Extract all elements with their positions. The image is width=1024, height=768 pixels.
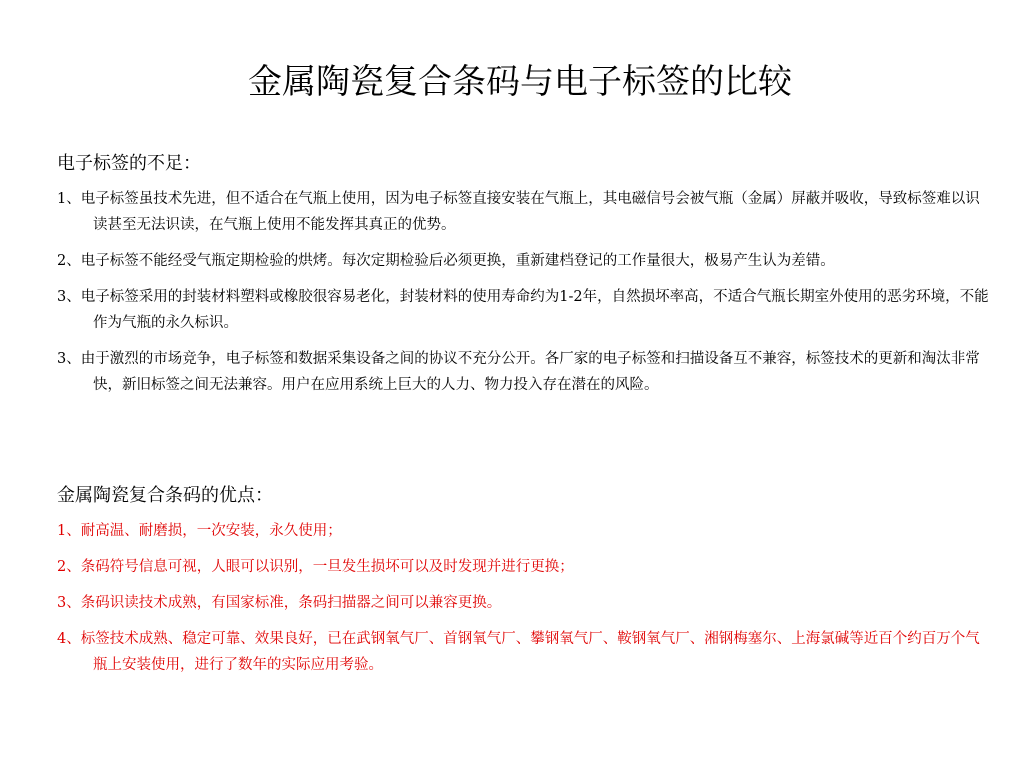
drawback-item-4: 3、由于激烈的市场竞争，电子标签和数据采集设备之间的协议不充分公开。各厂家的电子标签和扫描设备互不兼容，标签技术的更新和淘汰非常快，新旧标签之间无法兼容。用户在应用系统上巨大的人力、物力投入存在潜在的风险。 <box>57 351 980 393</box>
drawback-item-1: 1、电子标签虽技术先进，但不适合在气瓶上使用，因为电子标签直接安装在气瓶上，其电磁信号会被气瓶（金属）屏蔽并吸收，导致标签难以识读甚至无法识读，在气瓶上使用不能发挥其真正的优势。 <box>57 191 980 233</box>
advantages-heading: 金属陶瓷复合条码的优点： <box>57 485 273 506</box>
advantages-section <box>57 484 992 688</box>
advantage-item-3: 3、条码识读技术成熟，有国家标准，条码扫描器之间可以兼容更换。 <box>57 595 502 611</box>
page-title: 金属陶瓷复合条码与电子标签的比较 <box>248 62 792 102</box>
advantage-item-1: 1、耐高温、耐磨损，一次安装，永久使用； <box>57 523 342 539</box>
drawback-item-2: 2、电子标签不能经受气瓶定期检验的烘烤。每次定期检验后必须更换，重新建档登记的工作量很大，极易产生认为差错。 <box>57 253 835 269</box>
drawbacks-section <box>57 152 992 408</box>
drawback-item-3: 3、电子标签采用的封装材料塑料或橡胶很容易老化，封装材料的使用寿命约为1-2年，自然损坏率高，不适合气瓶长期室外使用的恶劣环境，不能作为气瓶的永久标识。 <box>57 289 989 331</box>
drawbacks-heading: 电子标签的不足： <box>57 153 201 174</box>
advantage-item-2: 2、条码符号信息可视，人眼可以识别，一旦发生损坏可以及时发现并进行更换； <box>57 559 574 575</box>
advantage-item-4: 4、标签技术成熟、稳定可靠、效果良好，已在武钢氧气厂、首钢氧气厂、攀钢氧气厂、鞍钢氧气厂、湘钢梅塞尔、上海氯碱等近百个约百万个气瓶上安装使用，进行了数年的实际应用考验。 <box>57 631 980 673</box>
